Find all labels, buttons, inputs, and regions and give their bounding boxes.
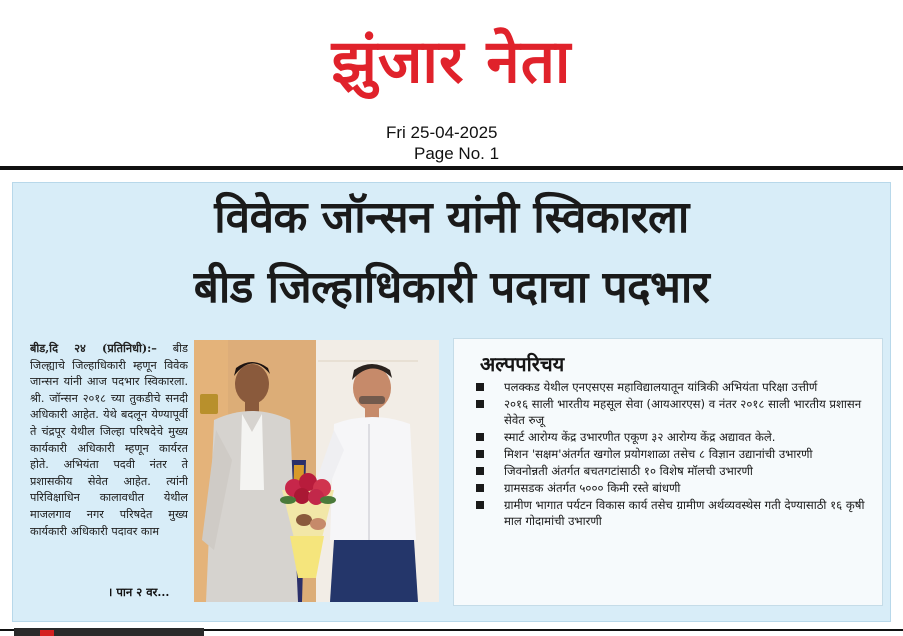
- profile-item-text: पलक्कड येथील एनएसएस महाविद्यालयातून यांत्रिकी अभियंता परिक्षा उत्तीर्ण: [504, 380, 818, 394]
- masthead: [0, 0, 903, 168]
- profile-item-text: मिशन 'सक्षम'अंतर्गत खगोल प्रयोगशाळा तसेच ८ विज्ञान उद्यानांची उभारणी: [504, 447, 813, 461]
- profile-item: [476, 379, 876, 395]
- newspaper-logo: झुंजार नेता: [331, 27, 572, 97]
- bullet-square-icon: [476, 433, 484, 441]
- bullet-square-icon: [476, 383, 484, 391]
- article-clipping: [12, 182, 891, 622]
- profile-title: अल्पपरिचय: [480, 352, 565, 376]
- page-number: Page No. 1: [414, 144, 500, 163]
- profile-item: [476, 446, 876, 462]
- article-body-text: बीड जिल्ह्याचे जिल्हाधिकारी म्हणून विवेक जान्सन यांनी आज पदभार स्विकारला. श्री. जॉन्सन २०१८ च्या तुकडीचे सनदी अधिकारी आहेत. येथे बदलून येण्यापूर्वी ते चंद्रपूर येथील जिल्हा परिषदेचे मुख्य कार्यकारी अधिकारी म्हणून कार्यरत होते. अभियंता पदवी नंतर ते प्रशासकीय सेवेत आहेत. त्यांनी परिविक्षाधिन कालावधीत येथील माजलगाव नगर परिषदेत मुख्य कार्यकारी अधिकारी पदावर काम: [30, 342, 188, 538]
- dateline: बीड,दि २४ (प्रतिनिधी):–: [30, 341, 157, 355]
- bullet-square-icon: [476, 400, 484, 408]
- profile-item: [476, 480, 876, 496]
- headline-line-2: बीड जिल्हाधिकारी पदाचा पदभार: [193, 262, 710, 313]
- profile-item: [476, 463, 876, 479]
- profile-list: [476, 379, 876, 530]
- article-photo: [194, 340, 439, 602]
- bullet-square-icon: [476, 501, 484, 509]
- profile-item-text: ग्रामसडक अंतर्गत ५००० किमी रस्ते बांधणी: [504, 481, 681, 495]
- bullet-square-icon: [476, 467, 484, 475]
- photo-illustration: [194, 340, 439, 602]
- profile-item: [476, 497, 876, 529]
- bullet-square-icon: [476, 484, 484, 492]
- profile-item-text: जिवनोन्नती अंतर्गत बचतगटांसाठी १० विशेष मॉलची उभारणी: [504, 464, 753, 478]
- next-clipping-edge: [14, 628, 204, 636]
- profile-item-text: ग्रामीण भागात पर्यटन विकास कार्य तसेच ग्रामीण अर्थव्यवस्थेस गती देण्यासाठी १६ कृषी माल गोदामांची उभारणी: [504, 498, 865, 528]
- masthead-divider: [0, 166, 903, 170]
- edition-date: Fri 25-04-2025: [386, 123, 498, 142]
- continued-marker: । पान २ वर...: [108, 585, 170, 599]
- profile-box: [453, 338, 883, 606]
- next-clipping-accent: [40, 630, 54, 636]
- profile-item-text: स्मार्ट आरोग्य केंद्र उभारणीत एकूण ३२ आरोग्य केंद्र अद्यावत केले.: [504, 430, 776, 444]
- profile-item: [476, 429, 876, 445]
- profile-item-text: २०१६ साली भारतीय महसूल सेवा (आयआरएस) व नंतर २०१८ साली भारतीय प्रशासन सेवेत रुजू: [504, 397, 862, 427]
- headline-line-1: विवेक जॉन्सन यांनी स्विकारला: [214, 192, 689, 243]
- bullet-square-icon: [476, 450, 484, 458]
- article-body: [30, 340, 188, 602]
- profile-item: [476, 396, 876, 428]
